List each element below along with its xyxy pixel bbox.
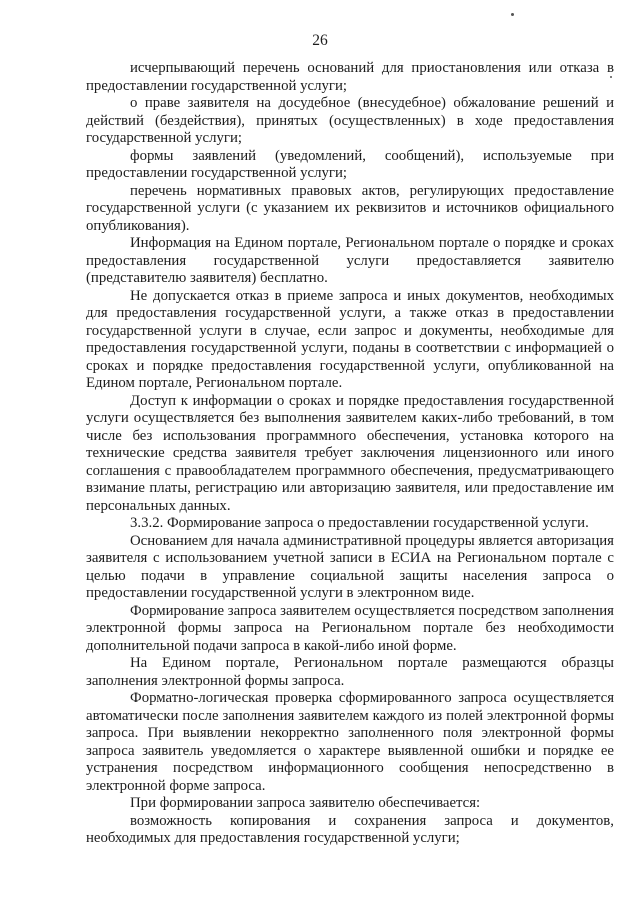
paragraph: исчерпывающий перечень оснований для приостановления или отказа в предоставлении государственной услуги; xyxy=(86,60,614,94)
paragraph: Форматно-логическая проверка сформированного запроса осуществляется автоматически после заполнения заявителем каждого из полей электронной формы запроса. При выявлении некорректно заполненного поля электронной формы запроса заявитель уведомляется о характере выявленной ошибки и порядке ее устранения посредством информационного сообщения непосредственно в электронной форме запроса. xyxy=(86,690,614,794)
scan-speck xyxy=(511,13,514,16)
paragraph: При формировании запроса заявителю обеспечивается: xyxy=(130,795,481,811)
paragraph: Информация на Едином портале, Региональном портале о порядке и сроках предоставления государственной услуги предоставляется заявителю (представителю заявителя) бесплатно. xyxy=(86,235,614,286)
paragraph: Формирование запроса заявителем осуществляется посредством заполнения электронной формы запроса на Региональном портале без необходимости дополнительной подачи запроса в какой-либо иной форме. xyxy=(86,602,614,654)
paragraph: На Едином портале, Региональном портале размещаются образцы заполнения электронной формы запроса. xyxy=(86,655,614,689)
section-heading: 3.3.2. Формирование запроса о предоставлении государственной услуги. xyxy=(130,515,589,531)
paragraph: формы заявлений (уведомлений, сообщений), используемые при предоставлении государственной услуги; xyxy=(86,147,614,181)
paragraph: перечень нормативных правовых актов, регулирующих предоставление государственной услуги (с указанием их реквизитов и источников официального опубликования). xyxy=(86,182,614,234)
document-body xyxy=(86,60,614,848)
paragraph: Не допускается отказ в приеме запроса и иных документов, необходимых для предоставления государственной услуги, а также отказ в предоставлении государственной услуги в случае, если запрос и документы, необходимые для предоставления государственной услуги, поданы в соответствии с информацией о сроках и порядке предоставления государственной услуги, опубликованной на Едином портале, Региональном портале. xyxy=(86,287,614,391)
page-number: 26 xyxy=(312,32,328,49)
paragraph: Основанием для начала административной процедуры является авторизация заявителя с использованием учетной записи в ЕСИА на Региональном портале с целью подачи в управление социальной защиты населения запроса о предоставлении государственной услуги в электронном виде. xyxy=(86,532,614,601)
paragraph: о праве заявителя на досудебное (внесудебное) обжалование решений и действий (бездействия), принятых (осуществленных) в ходе предоставления государственной услуги; xyxy=(86,95,614,146)
paragraph: Доступ к информации о сроках и порядке предоставления государственной услуги осуществляется без выполнения заявителем каких-либо требований, в том числе без использования программного обеспечения, установка которого на технические средства заявителя требует заключения лицензионного или иного соглашения с правообладателем программного обеспечения, предусматривающего взимание платы, регистрацию или авторизацию заявителя, или предоставление им персональных данных. xyxy=(86,392,614,514)
paragraph: возможность копирования и сохранения запроса и документов, необходимых для предоставления государственной услуги; xyxy=(86,812,614,846)
